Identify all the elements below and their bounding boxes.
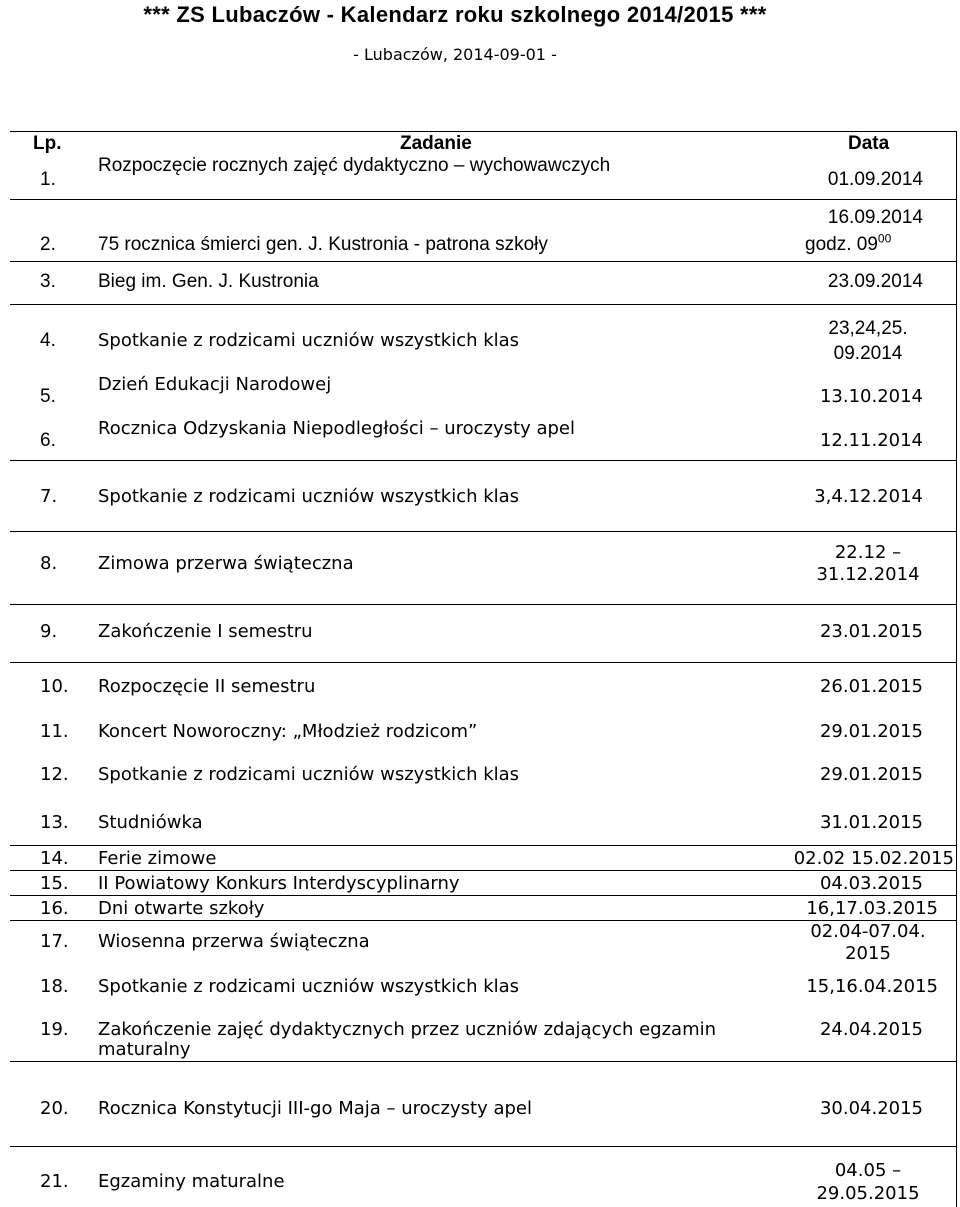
task-text: Zakończenie I semestru <box>98 621 313 642</box>
task-text: Rocznica Konstytucji III-go Maja – uroczysty apel <box>98 1098 532 1119</box>
date-text: 3,4.12.2014 <box>814 486 923 507</box>
row-divider <box>10 870 956 871</box>
date-text: 16.09.2014 <box>827 207 923 228</box>
row-divider <box>10 604 956 605</box>
time-hour: godz. 09 <box>805 234 878 255</box>
date-text: 15,16.04.2015 <box>806 976 938 997</box>
task-text-line2: maturalny <box>98 1039 191 1060</box>
date-text-line2: 09.2014 <box>833 343 903 364</box>
date-text: 02.02 15.02.2015 <box>793 848 954 869</box>
task-text: Rocznica Odzyskania Niepodległości – uroczysty apel <box>98 418 575 439</box>
task-text: Spotkanie z rodzicami uczniów wszystkich klas <box>98 330 520 351</box>
row-number: 1. <box>40 169 56 190</box>
row-number: 12. <box>40 764 69 785</box>
row-number: 11. <box>40 721 69 742</box>
row-divider <box>10 895 956 896</box>
row-number: 6. <box>40 430 56 451</box>
date-text: 31.01.2015 <box>819 812 923 833</box>
row-number: 5. <box>40 386 56 407</box>
row-number: 10. <box>40 676 69 697</box>
date-text: 13.10.2014 <box>819 386 923 407</box>
task-text: Studniówka <box>98 812 203 833</box>
time-text <box>805 231 892 255</box>
row-number: 13. <box>40 812 69 833</box>
date-text: 16,17.03.2015 <box>806 898 938 919</box>
date-text: 02.04-07.04. <box>810 921 926 942</box>
task-text: II Powiatowy Konkurs Interdyscyplinarny <box>98 873 460 894</box>
table-right-border <box>956 131 957 1207</box>
row-number: 15. <box>40 873 69 894</box>
row-number: 18. <box>40 976 69 997</box>
row-number: 20. <box>40 1098 69 1119</box>
date-text: 22.12 – <box>834 542 902 563</box>
row-divider <box>10 304 956 305</box>
row-number: 9. <box>40 621 58 642</box>
row-number: 16. <box>40 898 69 919</box>
task-text: Spotkanie z rodzicami uczniów wszystkich klas <box>98 764 520 785</box>
task-text: Zimowa przerwa świąteczna <box>98 553 354 574</box>
row-divider <box>10 1061 956 1062</box>
row-divider <box>10 460 956 461</box>
row-number: 19. <box>40 1019 69 1040</box>
row-number: 7. <box>40 486 58 507</box>
date-text: 29.01.2015 <box>819 721 923 742</box>
task-text: 75 rocznica śmierci gen. J. Kustronia - patrona szkoły <box>98 234 548 255</box>
task-text: Spotkanie z rodzicami uczniów wszystkich klas <box>98 976 520 997</box>
task-text: Wiosenna przerwa świąteczna <box>98 931 370 952</box>
row-divider <box>10 199 956 200</box>
date-text: 23.09.2014 <box>827 271 923 292</box>
date-text: 24.04.2015 <box>819 1019 923 1040</box>
task-text: Zakończenie zajęć dydaktycznych przez uczniów zdających egzamin <box>98 1019 717 1040</box>
table-top-border <box>10 131 956 132</box>
date-text-line2: 31.12.2014 <box>816 564 920 585</box>
date-text: 26.01.2015 <box>819 676 923 697</box>
task-text: Spotkanie z rodzicami uczniów wszystkich klas <box>98 486 520 507</box>
task-text: Koncert Noworoczny: „Młodzież rodzicom” <box>98 721 478 742</box>
date-text: 12.11.2014 <box>819 430 923 451</box>
row-number: 3. <box>40 271 56 292</box>
row-divider <box>10 531 956 532</box>
date-text: 30.04.2015 <box>819 1098 923 1119</box>
row-divider <box>10 261 956 262</box>
date-text: 01.09.2014 <box>827 169 923 190</box>
column-header-task: Zadanie <box>400 133 472 154</box>
row-number: 17. <box>40 931 69 952</box>
row-number: 2. <box>40 234 56 255</box>
column-header-date: Data <box>848 133 890 154</box>
row-divider <box>10 845 956 846</box>
row-number: 14. <box>40 848 69 869</box>
date-text-line2: 29.05.2015 <box>816 1183 920 1204</box>
date-text-line2: 2015 <box>845 943 891 964</box>
task-text: Egzaminy maturalne <box>98 1171 285 1192</box>
row-divider <box>10 662 956 663</box>
date-text: 29.01.2015 <box>819 764 923 785</box>
task-text: Dzień Edukacji Narodowej <box>98 374 332 395</box>
date-text: 04.05 – <box>834 1160 902 1181</box>
row-divider <box>10 1146 956 1147</box>
page-title: *** ZS Lubaczów - Kalendarz roku szkolnego 2014/2015 *** <box>143 2 767 27</box>
task-text: Rozpoczęcie II semestru <box>98 676 316 697</box>
page-subtitle: - Lubaczów, 2014-09-01 - <box>353 45 557 64</box>
task-text: Bieg im. Gen. J. Kustronia <box>98 271 319 292</box>
task-text: Rozpoczęcie rocznych zajęć dydaktyczno – wychowawczych <box>98 155 611 176</box>
date-text: 04.03.2015 <box>819 873 923 894</box>
date-text: 23.01.2015 <box>819 621 923 642</box>
row-number: 8. <box>40 553 58 574</box>
task-text: Dni otwarte szkoły <box>98 898 265 919</box>
date-text: 23,24,25. <box>828 318 908 339</box>
column-header-lp: Lp. <box>33 133 62 154</box>
time-minutes: 00 <box>877 231 892 246</box>
row-number: 21. <box>40 1171 69 1192</box>
task-text: Ferie zimowe <box>98 848 217 869</box>
row-number: 4. <box>40 330 56 351</box>
